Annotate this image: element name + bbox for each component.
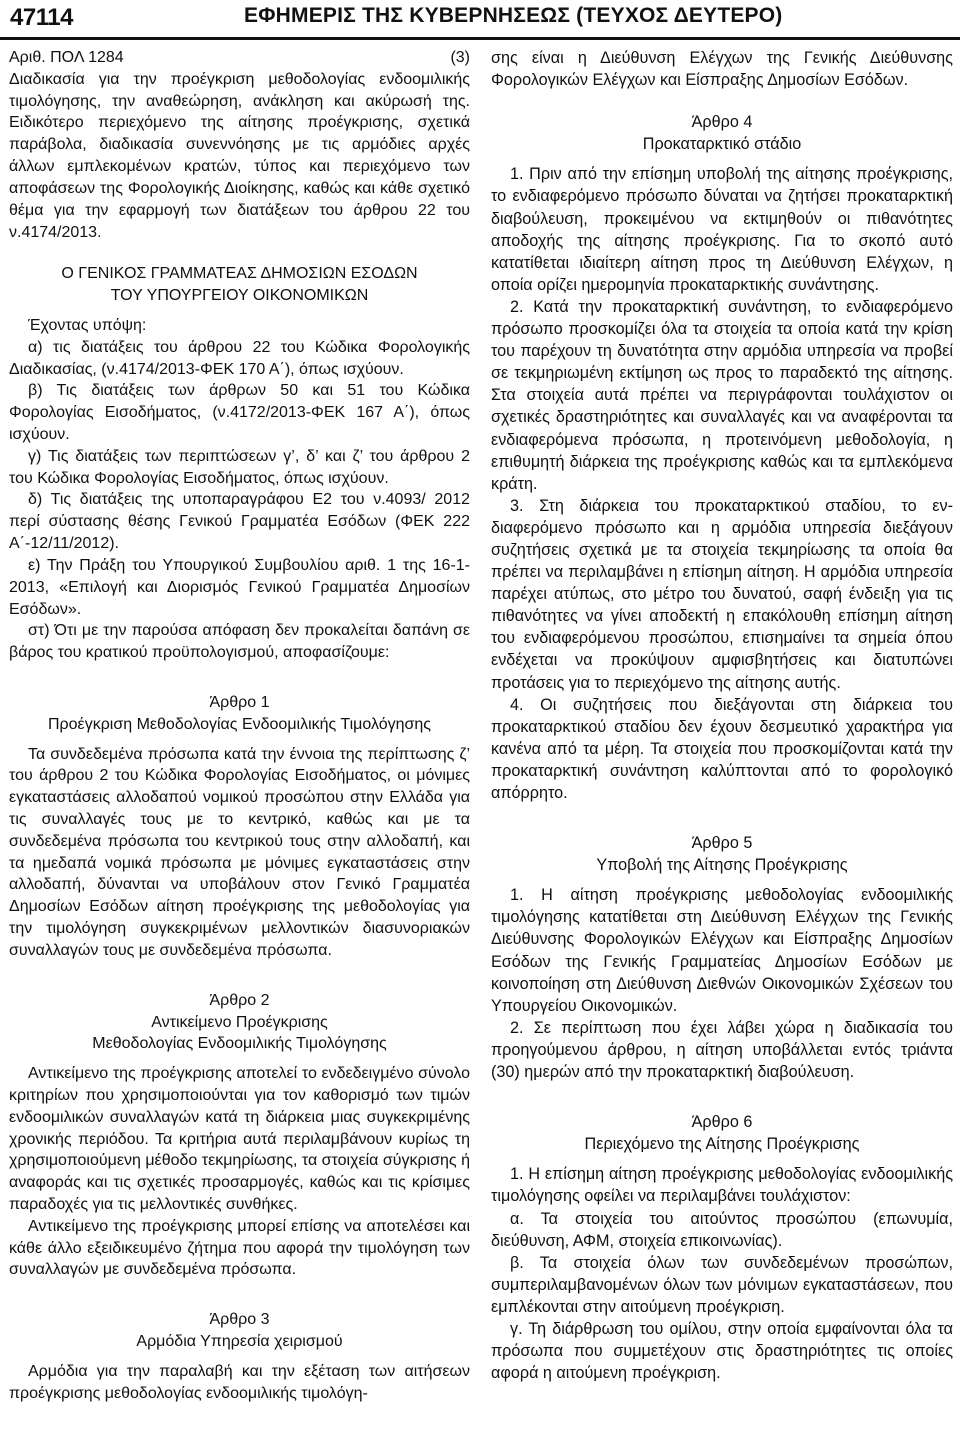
article-4-title: Προκαταρκτικό στάδιο	[642, 135, 802, 154]
gazette-title: ΕΦΗΜΕΡΙΣ ΤΗΣ ΚΥΒΕΡΝΗΣΕΩΣ (ΤΕΥΧΟΣ ΔΕΥΤΕΡΟ)	[244, 4, 783, 27]
article-1-heading: Άρθρο 1	[209, 693, 270, 711]
article-5-title: Υποβολή της Αίτησης Προέγκρισης	[596, 856, 848, 875]
article-4-paragraph-4: 4. Οι συζητήσεις που διεξάγονται στη διάρκεια του προκαταρκτικού σταδίου δεν έχουν δεσμευτικό χαρακτήρα για κανένα από τα μέρη. Τα στοιχεία που προσκομίζονται κατά την προκαταρκτική συνάντηση καλύπτονται από το φορολογικό απόρρητο.	[491, 695, 953, 802]
article-2-title-line-2: Μεθοδολογίας Ενδοομιλικής Τιμολόγησης	[92, 1035, 387, 1053]
considering-item-a: α) τις διατάξεις του άρθρου 22 του Κώδικα Φορολογικής Διαδικασίας, (ν.4174/2013-ΦΕΚ 170 Α΄), όπως ισχύουν.	[9, 338, 470, 378]
article-6-heading: Άρθρο 6	[691, 1113, 753, 1132]
considering-item-c: γ) Τις διατάξεις των περιπτώσεων γ’, δ’ και ζ’ του άρθρου 2 του Κώδικα Φορολογίας Εισοδήματος, όπως ισχύουν.	[9, 447, 470, 487]
article-4-paragraph-2: 2. Κατά την προκαταρκτική συνάντηση, το ενδιαφερόμενο πρόσωπο προσκομίζει όλα τα στοιχεία τα οποία κατά την κρίση του παρέχουν τη δυνατότητα στην αρμόδια υπηρεσία να προβεί σε τεκμηριωμένη εκτίμηση ως προς το παραδεκτό της αίτησης. Στα στοιχεία αυτά πρέπει να περιγράφονται τουλάχιστον οι σχετικές δραστηριότητες και συναλλαγές και να αναφέρονται τα ενδιαφερόμενα πρόσωπα, η προτεινόμενη μεθοδολογία, η επιθυμητή διάρκεια της προέγκρισης καθώς και τα εμπλεκόμενα κράτη.	[491, 297, 953, 493]
article-6-title: Περιεχόμενο της Αίτησης Προέγκρισης	[584, 1135, 860, 1154]
considering-item-f: στ) Ότι με την παρούσα απόφαση δεν προκαλείται δαπάνη σε βάρος του κρατικού προϋπολογισμού, αποφασίζουμε:	[9, 622, 470, 662]
page-number: 47114	[10, 4, 73, 31]
right-column	[491, 47, 953, 1384]
decision-subject: Διαδικασία για την προέγκριση μεθοδολογίας ενδοομιλικής τιμολόγησης, την αναθεώρηση, ανάκληση και ακύρωσή της. Ειδικότερο περιεχόμενο της αίτησης προέγκρισης, σχετικά παράβολα, διαδικασία συνεννόησης με τις αρμόδιες αρχές άλλων εμπλεκομένων κρατών, τύπος και περιεχόμενο των αποφάσεων της Φορολογικής Διοίκησης, καθώς και κάθε σχετικό θέμα για την εφαρμογή των διατάξεων του άρθρου 22 του ν.4174/2013.	[9, 70, 470, 241]
article-1-title: Προέγκριση Μεθοδολογίας Ενδοομιλικής Τιμολόγησης	[48, 715, 431, 733]
considering-label: Έχοντας υπόψη:	[28, 316, 147, 334]
decision-reference	[9, 47, 470, 69]
header-rule	[0, 37, 960, 40]
authority-title-line-1: Ο ΓΕΝΙΚΟΣ ΓΡΑΜΜΑΤΕΑΣ ΔΗΜΟΣΙΩΝ ΕΣΟΔΩΝ	[61, 265, 418, 283]
considering-item-e: ε) Την Πράξη του Υπουργικού Συμβουλίου αριθ. 1 της 16-1-2013, «Επιλογή και Διορισμός Γενικού Γραμματέα Δημοσίων Εσόδων».	[9, 556, 470, 618]
article-1-paragraph: Τα συνδεδεμένα πρόσωπα κατά την έννοια της περίπτωσης ζ’ του άρθρου 2 του Κώδικα Φορολογίας Εισοδήματος, οι μόνιμες εγκαταστάσεις αλλοδαπού νομικού προσώπου στην Ελλάδα για τις συναλλαγές τους με το κεντρικό, καθώς και με τα συνδεδεμένα πρόσωπα του κεντρικού τους στην αλλοδαπή, και τα ημεδαπά νομικά πρόσωπα με μόνιμες εγκαταστάσεις στην αλλοδαπή, δύνανται να υποβάλουν στον Γενικό Γραμματέα Δημοσίων Εσόδων αίτηση προέγκρισης της μεθοδολογίας για την τιμολόγηση συγκεκριμένων μελλοντικών διασυνοριακών συναλλαγών τους με συνδεδεμένα πρόσωπα.	[9, 745, 470, 959]
article-4-heading: Άρθρο 4	[691, 113, 753, 132]
article-2-heading: Άρθρο 2	[209, 991, 270, 1009]
page-header	[10, 4, 955, 34]
article-4-paragraph-3: 3. Στη διάρκεια του προκαταρκτικού σταδίου, το ενδιαφερόμενο πρόσωπο και η αρμόδια υπηρεσία διεξάγουν συζητήσεις σχετικά με τα στοιχεία τεκμηρίωσης τα οποία θα πρέπει να περιλαμβάνει η επίσημη αίτηση. Η αρμόδια υπηρεσία παρέχει ατύπως, στο μέτρο του δυνατού, σαφή ένδειξη για τις πιθανότητες να γίνει αποδεκτή η επακόλουθη επίσημη αίτηση του ενδιαφερόμενου προσώπου, επισημαίνει τα σημεία όπου ενδέχεται να προκύψουν αμφισβητήσεις και διατυπώνει προτάσεις για το περιεχόμενο της αίτησης αυτής.	[491, 496, 953, 692]
article-3-continuation: σης είναι η Διεύθυνση Ελέγχων της Γενικής Διεύθυνσης Φορολογικών Ελέγχων και Είσπραξης Δημοσίων Εσόδων.	[491, 49, 953, 90]
article-3-paragraph: Αρμόδια για την παραλαβή και την εξέταση των αιτήσεων προέγκρισης μεθοδολογίας ενδοομιλικής τιμολόγη-	[9, 1362, 470, 1402]
article-3-title: Αρμόδια Υπηρεσία χειρισμού	[136, 1333, 343, 1351]
article-5-heading: Άρθρο 5	[691, 834, 753, 853]
article-6-paragraph-1: 1. Η επίσημη αίτηση προέγκρισης μεθοδολογίας ενδοομιλικής τιμολόγησης οφείλει να περιλαμβάνει τουλάχιστον:	[491, 1165, 953, 1206]
considering-item-d: δ) Τις διατάξεις της υποπαραγράφου Ε2 του ν.4093/ 2012 περί σύστασης θέσης Γενικού Γραμματέα Εσόδων (ΦΕΚ 222 Α΄-12/11/2012).	[9, 491, 470, 553]
decision-index: (3)	[450, 49, 470, 66]
article-5-paragraph-2: 2. Σε περίπτωση που έχει λάβει χώρα η διαδικασία του προηγούμενου άρθρου, η αίτηση υποβάλλεται εντός τριάντα (30) ημερών από την προκαταρκτική διαβούλευση.	[491, 1018, 953, 1082]
article-2-title-line-1: Αντικείμενο Προέγκρισης	[151, 1013, 328, 1031]
article-4-paragraph-1: 1. Πριν από την επίσημη υποβολή της αίτησης προέγκρισης, το ενδιαφερόμενο πρόσωπο δύναται να ζητήσει προκαταρκτική διαβούλευση, προκειμένου να εκτιμηθούν οι πιθανότητες αποδοχής της αίτησης προέγκρισης. Για το σκοπό αυτό κατατίθεται ιδιαίτερη αίτηση προς τη Διεύθυνση Ελέγχων, η οποία ορίζει ημερομηνία προκαταρκτικής συνάντησης.	[491, 165, 953, 294]
article-6-item-a: α. Τα στοιχεία του αιτούντος προσώπου (επωνυμία, διεύθυνση, ΑΦΜ, στοιχεία επικοινωνίας).	[491, 1209, 953, 1250]
article-2-paragraph-1: Αντικείμενο της προέγκρισης αποτελεί το ενδεδειγμένο σύνολο κριτηρίων που χρησιμοποιούνται για τον καθορισμό των τιμών ενδοομιλικών συναλλαγών κατά τη διάρκεια μιας συγκεκριμένης χρονικής περιόδου. Τα κριτήρια αυτά περιλαμβάνουν κυρίως τη χρησιμοποιούμενη μέθοδο τεκμηρίωσης, τα στοιχεία σύγκρισης ή αναφοράς και τις σχετικές προσαρμογές, καθώς και τις κρίσιμες παραδοχές για τις μελλοντικές συνθήκες.	[9, 1065, 470, 1213]
considering-item-b: β) Τις διατάξεις των άρθρων 50 και 51 του Κώδικα Φορολογίας Εισοδήματος, (ν.4172/2013-ΦΕΚ 167 Α΄), όπως ισχύουν.	[9, 382, 470, 443]
left-column	[9, 47, 470, 1405]
article-5-paragraph-1: 1. Η αίτηση προέγκρισης μεθοδολογίας ενδοομιλικής τιμολόγησης κατατίθεται στη Διεύθυνση Ελέγχων της Γενικής Διεύθυνσης Φορολογικών Ελέγχων και Είσπραξης Δημοσίων Εσόδων της Γενικής Γραμματείας Δημοσίων Εσόδων με κοινοποίηση στη Διεύθυνση Διεθνών Οικονομικών Σχέσεων του Υπουργείου Οικονομικών.	[491, 886, 953, 1015]
article-6-item-b: β. Τα στοιχεία όλων των συνδεδεμένων προσώπων, συμπεριλαμβανομένων όλων των μόνιμων εγκαταστάσεων, που εμπλέκονται στην αιτούμενη προέγκριση.	[491, 1253, 953, 1316]
authority-title-line-2: ΤΟΥ ΥΠΟΥΡΓΕΙΟΥ ΟΙΚΟΝΟΜΙΚΩΝ	[110, 287, 369, 305]
article-3-heading: Άρθρο 3	[209, 1311, 270, 1329]
article-6-item-c: γ. Τη διάρθρωση του ομίλου, στην οποία εμφαίνονται όλα τα πρόσωπα που συμμετέχουν στις δραστηριότητες τις οποίες αφορά η αιτούμενη προέγκριση.	[491, 1319, 953, 1383]
decision-number: Αριθ. ΠΟΛ 1284	[9, 49, 124, 66]
article-2-paragraph-2: Αντικείμενο της προέγκρισης μπορεί επίσης να αποτελέσει και κάθε άλλο εξειδικευμένο ζήτημα που αφορά την τιμολόγηση των συναλλαγών με συνδεδεμένα πρόσωπα.	[9, 1217, 470, 1279]
